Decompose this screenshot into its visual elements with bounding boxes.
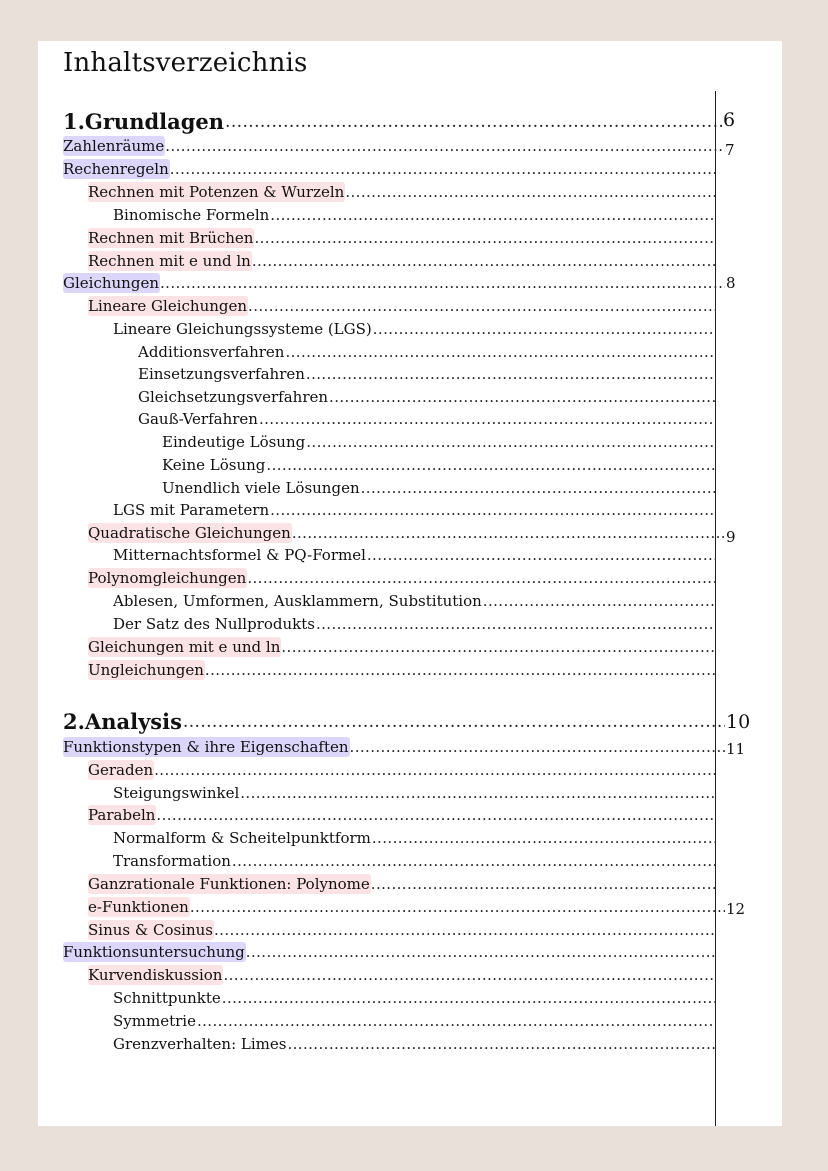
- toc-leader-dots: [205, 660, 715, 680]
- toc-leader-dots: [248, 296, 715, 316]
- toc-page-number: 8: [726, 274, 736, 292]
- page-title: Inhaltsverzeichnis: [63, 48, 308, 78]
- toc-leader-dots: [372, 828, 715, 848]
- toc-entry-label: Einsetzungsverfahren: [138, 365, 305, 383]
- toc-entry-label: LGS mit Parametern: [113, 501, 270, 519]
- toc-entry-label: Keine Lösung: [162, 456, 266, 474]
- toc-entry-label: Schnittpunkte: [113, 989, 221, 1007]
- toc-leader-dots: [247, 568, 715, 588]
- toc-section-grundlagen[interactable]: [63, 105, 725, 135]
- toc-leader-dots: [373, 319, 715, 339]
- toc-entry[interactable]: [113, 498, 715, 520]
- toc-entry[interactable]: [88, 658, 715, 680]
- toc-entry[interactable]: [113, 826, 715, 848]
- toc-entry[interactable]: [162, 453, 715, 475]
- toc-entry-label: Eindeutige Lösung: [162, 433, 306, 451]
- toc-entry-label: Symmetrie: [113, 1012, 196, 1030]
- toc-page-number: 10: [726, 711, 751, 733]
- toc-entry-label: Ganzrationale Funktionen: Polynome: [88, 875, 370, 893]
- toc-entry[interactable]: [113, 986, 715, 1008]
- toc-entry-label: Unendlich viele Lösungen: [162, 479, 360, 497]
- toc-leader-dots: [361, 478, 715, 498]
- toc-entry-label: Lineare Gleichungen: [88, 297, 248, 315]
- toc-entry-label: Quadratische Gleichungen: [88, 524, 291, 542]
- toc-leader-dots: [160, 273, 725, 293]
- toc-section-analysis[interactable]: [63, 705, 725, 735]
- toc-entry-label: Gleichungen: [63, 274, 159, 292]
- toc-entry[interactable]: [88, 180, 715, 202]
- toc-entry-label: Polynomgleichungen: [88, 569, 247, 587]
- toc-entry-label: Geraden: [88, 761, 154, 779]
- toc-entry[interactable]: [63, 157, 715, 179]
- toc-entry[interactable]: [88, 566, 715, 588]
- toc-page-number: 6: [723, 109, 736, 131]
- toc-entry-label: Binomische Formeln: [113, 206, 270, 224]
- toc-leader-dots: [214, 920, 715, 940]
- toc-leader-dots: [232, 851, 715, 871]
- toc-leader-dots: [246, 942, 715, 962]
- toc-leader-dots: [270, 205, 715, 225]
- toc-entry[interactable]: [113, 1009, 715, 1031]
- toc-leader-dots: [156, 805, 715, 825]
- toc-page-number: 9: [726, 528, 736, 546]
- toc-entry-label: e-Funktionen: [88, 898, 189, 916]
- toc-entry-label: Der Satz des Nullprodukts: [113, 615, 315, 633]
- toc-entry[interactable]: [113, 543, 715, 565]
- toc-entry-label: Funktionsuntersuchung: [63, 943, 245, 961]
- toc-entry-label: Sinus & Cosinus: [88, 921, 214, 939]
- toc-section-label: 1.Grundlagen: [63, 109, 225, 134]
- toc-page-number: 7: [725, 141, 735, 159]
- toc-entry[interactable]: [88, 758, 715, 780]
- toc-leader-dots: [292, 523, 725, 543]
- toc-entry-label: Rechnen mit Brüchen: [88, 229, 254, 247]
- toc-entry[interactable]: [63, 271, 725, 293]
- toc-leader-dots: [483, 591, 715, 611]
- toc-entry[interactable]: [88, 226, 715, 248]
- toc-page-number: 11: [726, 740, 746, 758]
- toc-entry[interactable]: [113, 203, 715, 225]
- toc-entry-label: Parabeln: [88, 806, 156, 824]
- toc-leader-dots: [154, 760, 715, 780]
- toc-entry[interactable]: [88, 963, 715, 985]
- toc-leader-dots: [183, 709, 725, 735]
- toc-entry[interactable]: [138, 340, 715, 362]
- toc-entry-label: Gauß-Verfahren: [138, 410, 258, 428]
- toc-entry[interactable]: [88, 918, 715, 940]
- toc-leader-dots: [252, 251, 715, 271]
- toc-leader-dots: [281, 637, 715, 657]
- toc-entry-label: Rechnen mit Potenzen & Wurzeln: [88, 183, 345, 201]
- toc-page-number: 12: [726, 900, 746, 918]
- toc-entry[interactable]: [113, 317, 715, 339]
- toc-leader-dots: [170, 159, 715, 179]
- toc-entry-label: Additionsverfahren: [138, 343, 285, 361]
- toc-entry[interactable]: [113, 589, 715, 611]
- toc-entry[interactable]: [88, 872, 715, 894]
- toc-leader-dots: [306, 364, 715, 384]
- toc-leader-dots: [367, 545, 715, 565]
- toc-entry-label: Mitternachtsformel & PQ-Formel: [113, 546, 366, 564]
- toc-entry-label: Ungleichungen: [88, 661, 204, 679]
- toc-leader-dots: [371, 874, 715, 894]
- toc-entry-label: Kurvendiskussion: [88, 966, 223, 984]
- toc-entry[interactable]: [88, 521, 725, 543]
- toc-entry[interactable]: [63, 735, 725, 757]
- toc-entry-label: Normalform & Scheitelpunktform: [113, 829, 371, 847]
- toc-page: [38, 41, 782, 1126]
- toc-entry[interactable]: [113, 612, 715, 634]
- toc-entry[interactable]: [63, 134, 725, 156]
- toc-leader-dots: [222, 988, 715, 1008]
- toc-leader-dots: [306, 432, 715, 452]
- toc-entry[interactable]: [162, 476, 715, 498]
- toc-leader-dots: [225, 109, 725, 135]
- toc-leader-dots: [254, 228, 715, 248]
- toc-entry-label: Lineare Gleichungssysteme (LGS): [113, 320, 372, 338]
- toc-entry-label: Gleichsetzungsverfahren: [138, 388, 329, 406]
- toc-entry-label: Steigungswinkel: [113, 784, 240, 802]
- toc-entry-label: Rechnen mit e und ln: [88, 252, 251, 270]
- toc-entry-label: Funktionstypen & ihre Eigenschaften: [63, 738, 349, 756]
- toc-entry[interactable]: [113, 849, 715, 871]
- toc-entry[interactable]: [88, 294, 715, 316]
- toc-entry-label: Ablesen, Umformen, Ausklammern, Substitution: [113, 592, 482, 610]
- toc-leader-dots: [240, 783, 715, 803]
- toc-leader-dots: [345, 182, 715, 202]
- toc-section-label: 2.Analysis: [63, 709, 182, 734]
- toc-leader-dots: [197, 1011, 715, 1031]
- toc-entry[interactable]: [162, 430, 715, 452]
- toc-entry-label: Transformation: [113, 852, 231, 870]
- toc-leader-dots: [285, 342, 715, 362]
- toc-entry[interactable]: [113, 1032, 715, 1054]
- toc-entry[interactable]: [88, 895, 725, 917]
- toc-entry[interactable]: [88, 803, 715, 825]
- toc-entry-label: Zahlenräume: [63, 137, 165, 155]
- toc-leader-dots: [350, 737, 725, 757]
- toc-entry[interactable]: [138, 407, 715, 429]
- toc-leader-dots: [316, 614, 715, 634]
- page-number-divider: [715, 91, 716, 1126]
- toc-leader-dots: [223, 965, 715, 985]
- toc-leader-dots: [259, 409, 715, 429]
- toc-leader-dots: [190, 897, 725, 917]
- toc-entry-label: Grenzverhalten: Limes: [113, 1035, 287, 1053]
- toc-leader-dots: [270, 500, 715, 520]
- toc-entry[interactable]: [88, 249, 715, 271]
- toc-entry[interactable]: [63, 940, 715, 962]
- toc-entry[interactable]: [113, 781, 715, 803]
- toc-entry[interactable]: [138, 385, 715, 407]
- toc-entry-label: Rechenregeln: [63, 160, 169, 178]
- toc-leader-dots: [329, 387, 715, 407]
- toc-leader-dots: [266, 455, 715, 475]
- toc-entry[interactable]: [138, 362, 715, 384]
- toc-leader-dots: [287, 1034, 715, 1054]
- toc-entry-label: Gleichungen mit e und ln: [88, 638, 281, 656]
- toc-entry[interactable]: [88, 635, 715, 657]
- toc-leader-dots: [165, 136, 725, 156]
